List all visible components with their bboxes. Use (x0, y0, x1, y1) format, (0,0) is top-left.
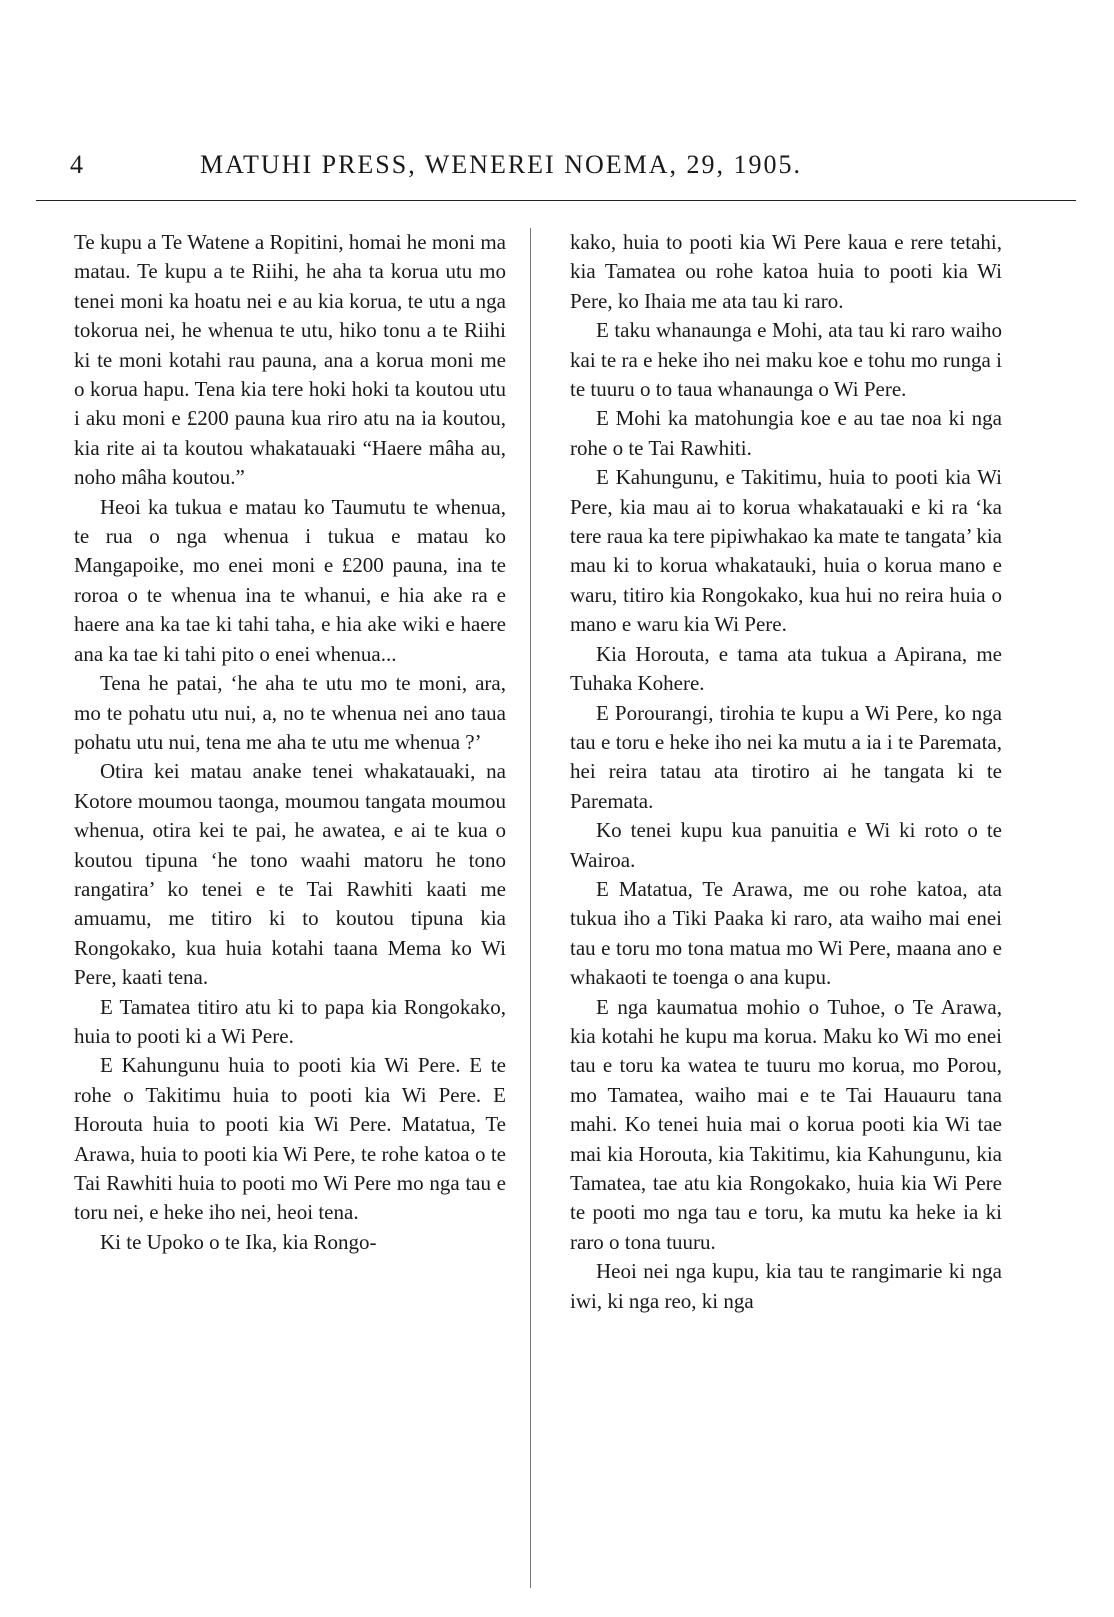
masthead-title: MATUHI PRESS, WENEREI NOEMA, 29, 1905. (200, 150, 803, 179)
paragraph: E nga kaumatua mohio o Tuhoe, o Te Arawa, kia kotahi he kupu ma korua. Maku ko Wi mo enei tau e toru ka watea te tuuru mo korua, mo Porou, mo Tamatea, waiho mai e te Tai Hauauru tana mahi. Ko tenei huia mai o korua pooti kia Wi tae mai kia Horouta, kia Takitimu, kia Kahungunu, kia Tamatea, tae atu kia Rongokako, huia kia Wi Pere te pooti mo nga tau e toru, ka mutu ka heke ia ki raro o tona tuuru. (570, 994, 1002, 1254)
header-rule (36, 200, 1076, 201)
paragraph: E Porourangi, tirohia te kupu a Wi Pere, ko nga tau e toru e heke iho nei ka mutu a ia i te Paremata, hei reira tatau ata tirotiro ai he tangata ki te Paremata. (570, 700, 1002, 813)
column-divider (530, 228, 531, 1588)
paragraph: Otira kei matau anake tenei whakatauaki, na Kotore moumou taonga, moumou tangata moumou whenua, otira kei te pai, he awatea, e ai te kua o koutou tipuna ‘he tono waahi matoru he tono rangatira’ ko tenei e te Tai Rawhiti kaati me amuamu, me titiro ki to koutou tipuna kia Rongokako, kua huia kotahi taana Mema ko Wi Pere, kaati tena. (74, 759, 506, 990)
paragraph: Heoi nei nga kupu, kia tau te rangimarie ki nga iwi, ki nga reo, ki nga (570, 1259, 1002, 1313)
paragraph: E Kahungunu huia to pooti kia Wi Pere. E te rohe o Takitimu huia to pooti kia Wi Pere. E Horouta huia to pooti kia Wi Pere. Matatua, Te Arawa, huia to pooti kia Wi Pere, te rohe katoa o te Tai Rawhiti huia to pooti mo Wi Pere mo nga tau e toru nei, e heke iho nei, heoi tena. (74, 1053, 506, 1225)
paragraph: Tena he patai, ‘he aha te utu mo te moni, ara, mo te pohatu utu nui, a, no te whenua nei ano taua pohatu utu nui, tena me aha te utu me whenua ?’ (74, 671, 506, 754)
paragraph: E Kahungunu, e Takitimu, huia to pooti kia Wi Pere, kia mau ai to korua whakatauaki e ki ra ‘ka tere raua ka tere pipiwhakao ka mate te tangata’ kia mau ki to korua whakatauki, huia o korua mano e waru, titiro kia Rongokako, kua hui no reira huia o mano e waru kia Wi Pere. (570, 465, 1002, 637)
paragraph: Te kupu a Te Watene a Ropitini, homai he moni ma matau. Te kupu a te Riihi, he aha ta korua utu mo tenei moni ka hoatu nei e au kia korua, te utu a nga tokorua nei, he whenua te utu, hiko tonu a te Riihi ki te moni kotahi rau pauna, ana a korua moni me o korua hapu. Tena kia tere hoki hoki ta koutou utu i aku moni e £200 pauna kua riro atu na ia koutou, kia rite ai ta koutou whakatauaki “Haere mâha au, noho mâha koutou.” (74, 230, 506, 490)
paragraph: Ki te Upoko o te Ika, kia Rongo- (100, 1229, 377, 1254)
page-number: 4 (70, 150, 84, 179)
paragraph: E Mohi ka matohungia koe e au tae noa ki nga rohe o te Tai Rawhiti. (570, 406, 1002, 460)
left-column (74, 228, 506, 1257)
page-header (40, 150, 1070, 190)
paragraph: E taku whanaunga e Mohi, ata tau ki raro waiho kai te ra e heke iho nei maku koe e tohu mo runga i te tuuru o to taua whanaunga o Wi Pere. (570, 318, 1002, 402)
paragraph: Kia Horouta, e tama ata tukua a Apirana, me Tuhaka Kohere. (570, 641, 1002, 696)
paragraph: kako, huia to pooti kia Wi Pere kaua e rere tetahi, kia Tamatea ou rohe katoa huia to pooti kia Wi Pere, ko Ihaia me ata tau ki raro. (570, 230, 1002, 313)
paragraph: E Tamatea titiro atu ki to papa kia Rongokako, huia to pooti ki a Wi Pere. (74, 994, 506, 1048)
right-column (570, 228, 1002, 1316)
paragraph: E Matatua, Te Arawa, me ou rohe katoa, ata tukua iho a Tiki Paaka ki raro, ata waiho mai enei tau e toru mo tona matua mo Wi Pere, maana ano e whakaoti te toenga o ana kupu. (570, 876, 1002, 990)
paragraph: Heoi ka tukua e matau ko Taumutu te whenua, te rua o nga whenua i tukua e matau ko Mangapoike, mo enei moni e £200 pauna, ina te roroa o te whenua ina te whanui, e hia ake ra e haere ana ka tae ki tahi taha, e hia ake wiki e haere ana ka tae ki tahi pito o enei whenua... (74, 494, 506, 666)
paragraph: Ko tenei kupu kua panuitia e Wi ki roto o te Wairoa. (570, 818, 1002, 872)
